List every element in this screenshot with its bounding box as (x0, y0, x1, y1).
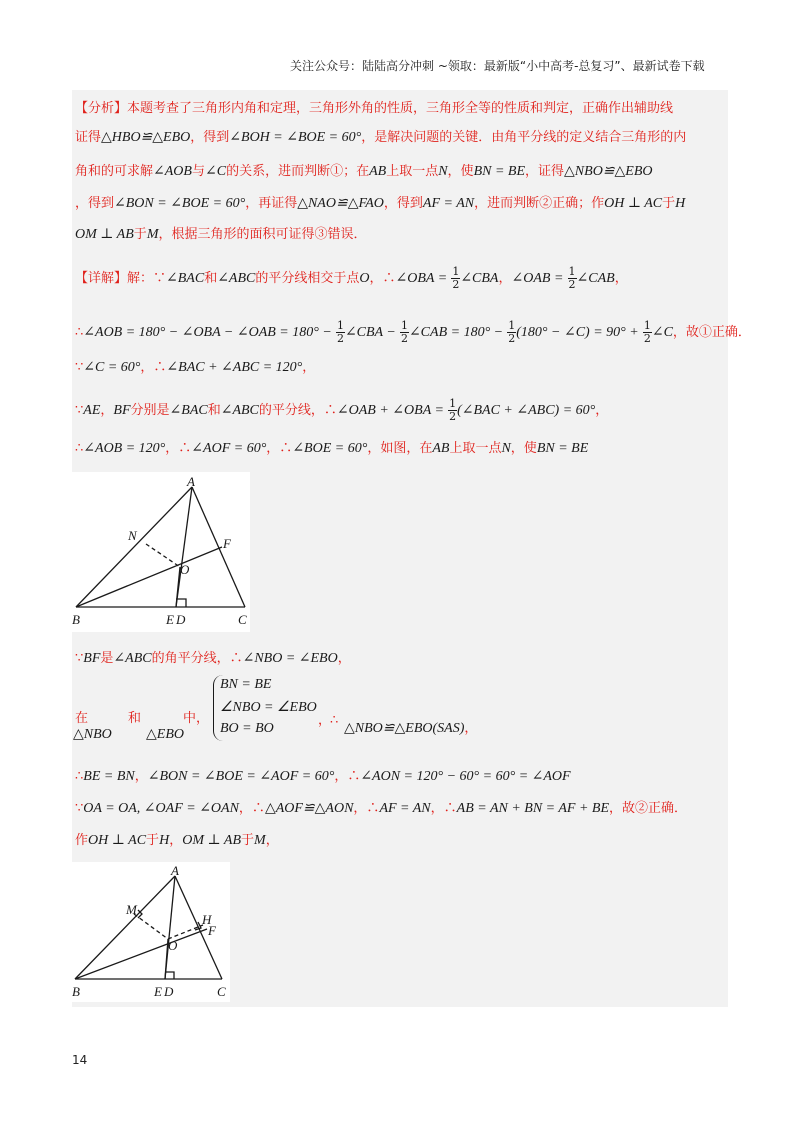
label-E: E (166, 612, 174, 627)
detail-line-4: ∵AE，BF分别是∠BAC和∠ABC的平分线，∴∠OAB + ∠OBA = $\frac{1}{2}$ (∠BAC + ∠ABC) = 60°， (75, 397, 609, 423)
detail-line-3: ∵∠C = 60°，∴∠BAC + ∠ABC = 120°， (75, 360, 316, 375)
proof-line-4: ∵OA = OA, ∠OAF = ∠OAN，∴△AOF≌△AON，∴AF = AN，∴AB = AN + BN = AF + BE，故②正确． (75, 801, 688, 816)
label-O: O (180, 562, 190, 577)
analysis-line-1: 【分析】本题考查了三角形内角和定理，三角形外角的性质，三角形全等的性质和判定，正确作出辅助线 (75, 101, 674, 116)
label-M: M (126, 902, 137, 917)
label-D: D (164, 984, 174, 999)
label-H: H (202, 912, 212, 927)
analysis-line-3: 角和的可求解∠AOB与∠C的关系，进而判断①；在AB上取一点N，使BN = BE，证得△NBO≌△EBO (75, 164, 653, 179)
proof-and: 和 (128, 711, 142, 726)
proof-mid: 中， (183, 711, 210, 726)
equation-system (213, 675, 324, 741)
proof-in: 在 (75, 711, 89, 726)
figure-2 (72, 862, 230, 1002)
label-N: N (128, 528, 137, 543)
fraction: $\frac{1}{2}$ (568, 265, 576, 291)
system-eq-1: BN = BE (220, 677, 272, 692)
label-A: A (187, 474, 195, 489)
analysis-line-2: 证得△HBO≌△EBO，得到∠BOH = ∠BOE = 60°，是解决问题的关键．由角平分线的定义结合三角形的内 (75, 130, 687, 145)
detail-line-1: 【详解】解：∵∠BAC和∠ABC的平分线相交于点O，∴∠OBA = $\frac{1}{2}$ ∠CBA，∠OAB = $\frac{1}{2}$ ∠CAB， (75, 265, 628, 291)
label-B: B (72, 612, 80, 627)
triangle-NBO: △NBO (73, 727, 112, 742)
system-eq-3: BO = BO (220, 721, 274, 736)
proof-line-1: ∵BF是∠ABC的角平分线，∴∠NBO = ∠EBO， (75, 651, 351, 666)
triangle-EBO: △EBO (146, 727, 184, 742)
proof-line-3: ∴BE = BN，∠BON = ∠BOE = ∠AOF = 60°，∴∠AON = 120° − 60° = 60° = ∠AOF (75, 769, 571, 784)
label-O: O (168, 938, 178, 953)
system-eq-2: ∠NBO = ∠EBO (220, 700, 317, 715)
proof-line-5: 作OH ⊥ AC于H，OM ⊥ AB于M， (75, 833, 279, 848)
fraction: $\frac{1}{2}$ (643, 319, 651, 345)
page-header: 关注公众号：陆陆高分冲刺 ~领取：最新版“小中高考-总复习”、最新试卷下载 (290, 59, 705, 73)
label-B: B (72, 984, 80, 999)
fraction: $\frac{1}{2}$ (336, 319, 344, 345)
label-A: A (171, 863, 179, 878)
label-C: C (238, 612, 247, 627)
label-D: D (176, 612, 186, 627)
fraction: $\frac{1}{2}$ (452, 265, 460, 291)
triangle-figure-2 (72, 862, 230, 1002)
fraction: $\frac{1}{2}$ (508, 319, 516, 345)
detail-line-5: ∴∠AOB = 120°，∴∠AOF = 60°，∴∠BOE = 60°，如图，在AB上取一点N，使BN = BE (75, 441, 589, 456)
congruence-conclusion: △NBO≌△EBO(SAS) (344, 721, 465, 736)
label-F: F (208, 923, 216, 938)
detail-line-2: ∴∠AOB = 180° − ∠OBA − ∠OAB = 180° − $\frac{1}{2}$ ∠CBA − $\frac{1}{2}$ ∠CAB = 180° − $\frac{1}{2}$ (180° − ∠C) = 90° + $\frac{1}{2}$ ∠C，故①正确． (75, 319, 751, 345)
page-number: 14 (72, 1053, 88, 1067)
figure-1 (72, 472, 250, 632)
analysis-line-5: OM ⊥ AB于M，根据三角形的面积可证得③错误． (75, 227, 367, 242)
analysis-line-4: ，得到∠BON = ∠BOE = 60°，再证得△NAO≌△FAO，得到AF = AN，进而判断②正确；作OH ⊥ AC于H (75, 196, 686, 211)
triangle-figure-1 (72, 472, 250, 632)
proof-comma: ， (318, 713, 332, 728)
label-F: F (223, 536, 231, 551)
label-E: E (154, 984, 162, 999)
fraction: $\frac{1}{2}$ (400, 319, 408, 345)
proof-therefore: ∴ (330, 713, 339, 728)
fraction: $\frac{1}{2}$ (449, 397, 457, 423)
label-C: C (217, 984, 226, 999)
